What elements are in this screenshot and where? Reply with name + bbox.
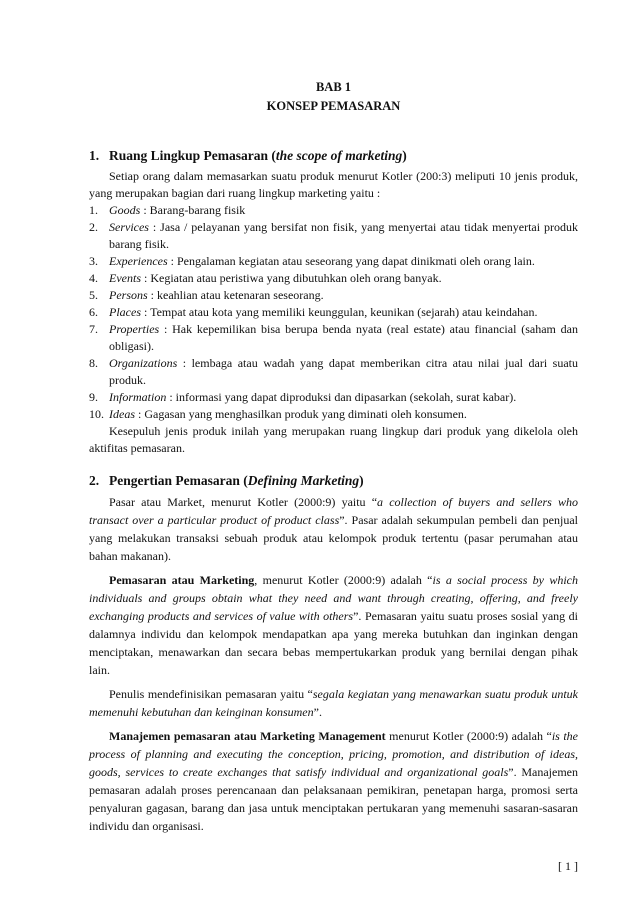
- list-item-desc: : Barang-barang fisik: [140, 203, 246, 217]
- product-type-list: [89, 202, 578, 423]
- list-item: [89, 219, 578, 253]
- list-item-number: 1.: [89, 203, 98, 217]
- list-item-term: Services: [109, 220, 149, 234]
- list-item-number: 10.: [89, 407, 104, 421]
- page-number: [ 1 ]: [558, 859, 578, 873]
- list-item: [89, 202, 578, 219]
- section-2-title-b: Defining Marketing: [247, 473, 360, 488]
- section-1-intro: Setiap orang dalam memasarkan suatu produk menurut Kotler (200:3) meliputi 10 jenis produk, yang merupakan bagian dari ruang lingkup marketing yaitu :: [89, 169, 578, 200]
- list-item-desc: : Jasa / pelayanan yang bersifat non fisik, yang menyertai atau tidak menyertai produk barang fisik.: [109, 220, 578, 251]
- p1-quote: a collection of buyers and sellers who transact over a particular product of product class: [89, 495, 578, 527]
- list-item-term: Organizations: [109, 356, 178, 370]
- chapter-number: BAB 1: [315, 80, 352, 94]
- list-item-number: 5.: [89, 288, 98, 302]
- section-1-number: 1.: [89, 148, 100, 163]
- list-item-term: Experiences: [109, 254, 168, 268]
- list-item-number: 4.: [89, 271, 98, 285]
- p2-text-b: ”. Pemasaran yaitu suatu proses sosial yang di dalamnya individu dan kelompok mendapatkan apa yang mereka butuhkan dan inginkan dengan menciptakan, menawarkan dan secara bebas mempertukarkan produk yang bernilai dengan pihak lain.: [89, 609, 578, 677]
- list-item-desc: : lembaga atau wadah yang dapat memberikan citra atau nilai jual dari suatu produk.: [109, 356, 578, 387]
- list-item-term: Persons: [109, 288, 148, 302]
- section-2-heading: [89, 471, 578, 490]
- section-1-title-b: the scope of marketing: [275, 148, 403, 163]
- list-item-term: Information: [109, 390, 167, 404]
- list-item-desc: : Tempat atau kota yang memiliki keunggulan, keunikan (sejarah) atau keindahan.: [141, 305, 538, 319]
- p4-text-a: menurut Kotler (2000:9) adalah “: [385, 729, 552, 743]
- list-item: [89, 389, 578, 406]
- list-item-number: 9.: [89, 390, 98, 404]
- market-definition-paragraph: [89, 493, 578, 565]
- p1-text-b: ”. Pasar adalah sekumpulan pembeli dan penjual yang melakukan transaksi sebuah produk atau kelompok produk tertentu (pasar perumahan atau bahan makanan).: [89, 513, 578, 563]
- section-1-closing: Kesepuluh jenis produk inilah yang merupakan ruang lingkup dari produk yang dikelola oleh aktifitas pemasaran.: [89, 424, 578, 455]
- list-item: [89, 355, 578, 389]
- list-item-desc: : keahlian atau ketenaran seseorang.: [147, 288, 324, 302]
- section-2-number: 2.: [89, 473, 100, 488]
- list-item-number: 2.: [89, 220, 98, 234]
- list-item-desc: : informasi yang dapat diproduksi dan dipasarkan (sekolah, surat kabar).: [166, 390, 517, 404]
- list-item-number: 8.: [89, 356, 98, 370]
- p2-text-a: , menurut Kotler (2000:9) adalah “: [254, 573, 433, 587]
- section-1-title-a: Ruang Lingkup Pemasaran (: [109, 148, 276, 163]
- p4-bold-term: Manajemen pemasaran atau Marketing Management: [109, 729, 386, 743]
- list-item-term: Ideas: [109, 407, 135, 421]
- list-item-term: Events: [109, 271, 141, 285]
- list-item-desc: : Gagasan yang menghasilkan produk yang diminati oleh konsumen.: [135, 407, 467, 421]
- section-2-title-c: ): [359, 473, 364, 488]
- p4-text-b: ”. Manajemen pemasaran adalah proses perencanaan dan pelaksanaan pemikiran, penetapan harga, promosi serta penyaluran gagasan, barang dan jasa untuk menciptakan pertukaran yang memenuhi sasaran-sasaran individu dan organisasi.: [89, 765, 579, 833]
- section-1-heading: [89, 146, 578, 165]
- section-1-title-c: ): [402, 148, 407, 163]
- list-item-term: Goods: [109, 203, 141, 217]
- list-item-number: 7.: [89, 322, 98, 336]
- p3-text-b: ”.: [313, 705, 322, 719]
- p2-bold-term: Pemasaran atau Marketing: [109, 573, 255, 587]
- list-item: [89, 270, 578, 287]
- chapter-title: KONSEP PEMASARAN: [266, 99, 401, 113]
- p3-quote: segala kegiatan yang menawarkan suatu produk untuk memenuhi kebutuhan dan keinginan konsumen: [89, 687, 578, 719]
- list-item-desc: : Hak kepemilikan bisa berupa benda nyata (real estate) atau financial (saham dan obligasi).: [109, 322, 578, 353]
- page-content: [89, 78, 578, 841]
- marketing-management-paragraph: [89, 727, 578, 835]
- list-item: [89, 406, 578, 423]
- marketing-definition-paragraph: [89, 571, 578, 679]
- author-definition-paragraph: [89, 685, 578, 721]
- list-item-desc: : Pengalaman kegiatan atau seseorang yang dapat dinikmati oleh orang lain.: [167, 254, 535, 268]
- list-item: [89, 287, 578, 304]
- p1-text-a: Pasar atau Market, menurut Kotler (2000:9) yaitu “: [109, 495, 378, 509]
- p3-text-a: Penulis mendefinisikan pemasaran yaitu “: [109, 687, 313, 701]
- list-item-term: Properties: [109, 322, 160, 336]
- p4-quote: is the process of planning and executing the conception, pricing, promotion, and distribution of ideas, goods, services to create exchanges that satisfy individual and organizational goals: [89, 729, 578, 779]
- list-item-number: 3.: [89, 254, 98, 268]
- list-item-desc: : Kegiatan atau peristiwa yang dibutuhkan oleh orang banyak.: [141, 271, 442, 285]
- list-item: [89, 321, 578, 355]
- list-item-number: 6.: [89, 305, 98, 319]
- list-item-term: Places: [109, 305, 141, 319]
- section-2-title-a: Pengertian Pemasaran (: [109, 473, 248, 488]
- p2-quote: is a social process by which individuals and groups obtain what they need and want through creating, offering, and freely exchanging products and services of value with others: [89, 573, 578, 623]
- list-item: [89, 304, 578, 321]
- list-item: [89, 253, 578, 270]
